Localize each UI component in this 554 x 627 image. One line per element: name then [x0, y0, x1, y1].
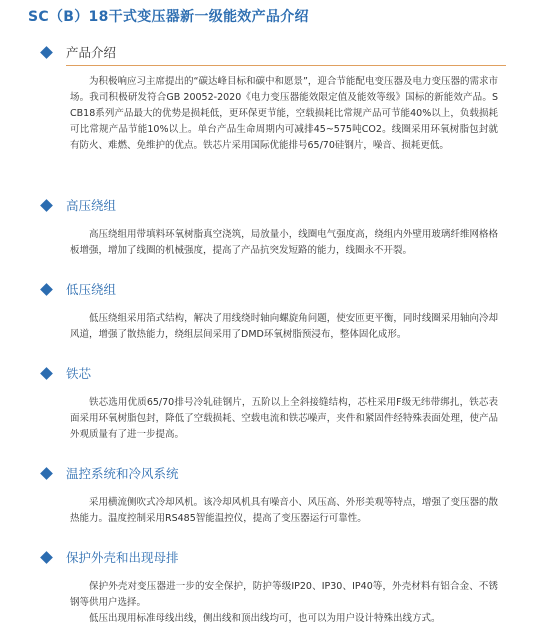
section-product-intro — [0, 44, 554, 151]
section-title: 高压绕组 — [66, 198, 117, 213]
section-paragraph: 铁芯选用优质65/70排号冷轧硅钢片，五阶以上全斜接缝结构，芯柱采用F级无纬带绑扎，铁芯表面采用环氧树脂包封，降低了空载损耗、空载电流和铁芯噪声，夹件和紧固件经特殊表面处理，使产品外观质量有了进一步提高。 — [70, 397, 498, 440]
section-body — [70, 495, 498, 527]
section-title: 产品介绍 — [66, 45, 117, 60]
diamond-icon — [40, 551, 53, 564]
section-body — [70, 311, 498, 343]
section-enclosure-busbar — [0, 549, 554, 624]
section-title: 保护外壳和出现母排 — [66, 550, 179, 565]
section-body — [70, 227, 498, 259]
section-header — [0, 44, 554, 64]
diamond-icon — [40, 46, 53, 59]
section-title: 铁芯 — [66, 366, 92, 381]
diamond-icon — [40, 467, 53, 480]
section-paragraph: 低压出现用标准母线出线，侧出线和顶出线均可，也可以为用户设计特殊出线方式。 — [89, 613, 441, 624]
section-paragraph: 高压绕组用带填料环氧树脂真空浇筑，局放量小，线圈电气强度高，绕组内外壁用玻璃纤维网格格板增强，增加了线圈的机械强度，提高了产品抗突发短路的能力，线圈永不开裂。 — [70, 229, 498, 256]
page-title: SC（B）18干式变压器新一级能效产品介绍 — [28, 9, 309, 25]
section-temperature-cooling — [0, 465, 554, 524]
section-title: 温控系统和冷风系统 — [66, 466, 179, 481]
section-divider — [66, 65, 506, 66]
section-header — [0, 549, 554, 569]
section-iron-core — [0, 365, 554, 440]
section-paragraph: 低压绕组采用箔式结构，解决了用线绕时轴向螺旋角问题，使安匝更平衡，同时线圈采用轴向冷却风道，增强了散热能力，绕组层间采用了DMD环氧树脂预浸布，整体固化成形。 — [70, 313, 498, 340]
diamond-icon — [40, 199, 53, 212]
section-paragraph: 保护外壳对变压器进一步的安全保护，防护等级IP20、IP30、IP40等，外壳材料有铝合金、不锈钢等供用户选择。 — [70, 581, 498, 608]
section-header — [0, 281, 554, 301]
section-header — [0, 465, 554, 485]
section-high-voltage-winding — [0, 197, 554, 256]
section-low-voltage-winding — [0, 281, 554, 340]
section-header — [0, 365, 554, 385]
section-header — [0, 197, 554, 217]
section-paragraph: 为积极响应习主席提出的“碳达峰目标和碳中和愿景”，迎合节能配电变压器及电力变压器的需求市场。我司积极研发符合GB 20052-2020《电力变压器能效限定值及能效等级》国标的新能效产品。SCB18系列产品最大的优势是损耗低，更环保更节能，空载损耗比常规产品可节能40%以上，负载损耗可比常规产品节能10%以上。单台产品生命周期内可减排45~575吨CO2。线圈采用环氧树脂包封就有防火、难燃、免维护的优点。铁芯片采用国际优能排号65/70硅钢片，噪音、损耗更低。 — [70, 76, 498, 151]
section-paragraph: 采用横流侧吹式冷却风机。该冷却风机具有噪音小、风压高、外形美观等特点，增强了变压器的散热能力。温度控制采用RS485智能温控仪，提高了变压器运行可靠性。 — [70, 497, 498, 524]
section-body — [70, 579, 498, 627]
section-body — [70, 395, 498, 443]
diamond-icon — [40, 283, 53, 296]
section-title: 低压绕组 — [66, 282, 117, 297]
section-body — [70, 74, 498, 154]
diamond-icon — [40, 367, 53, 380]
